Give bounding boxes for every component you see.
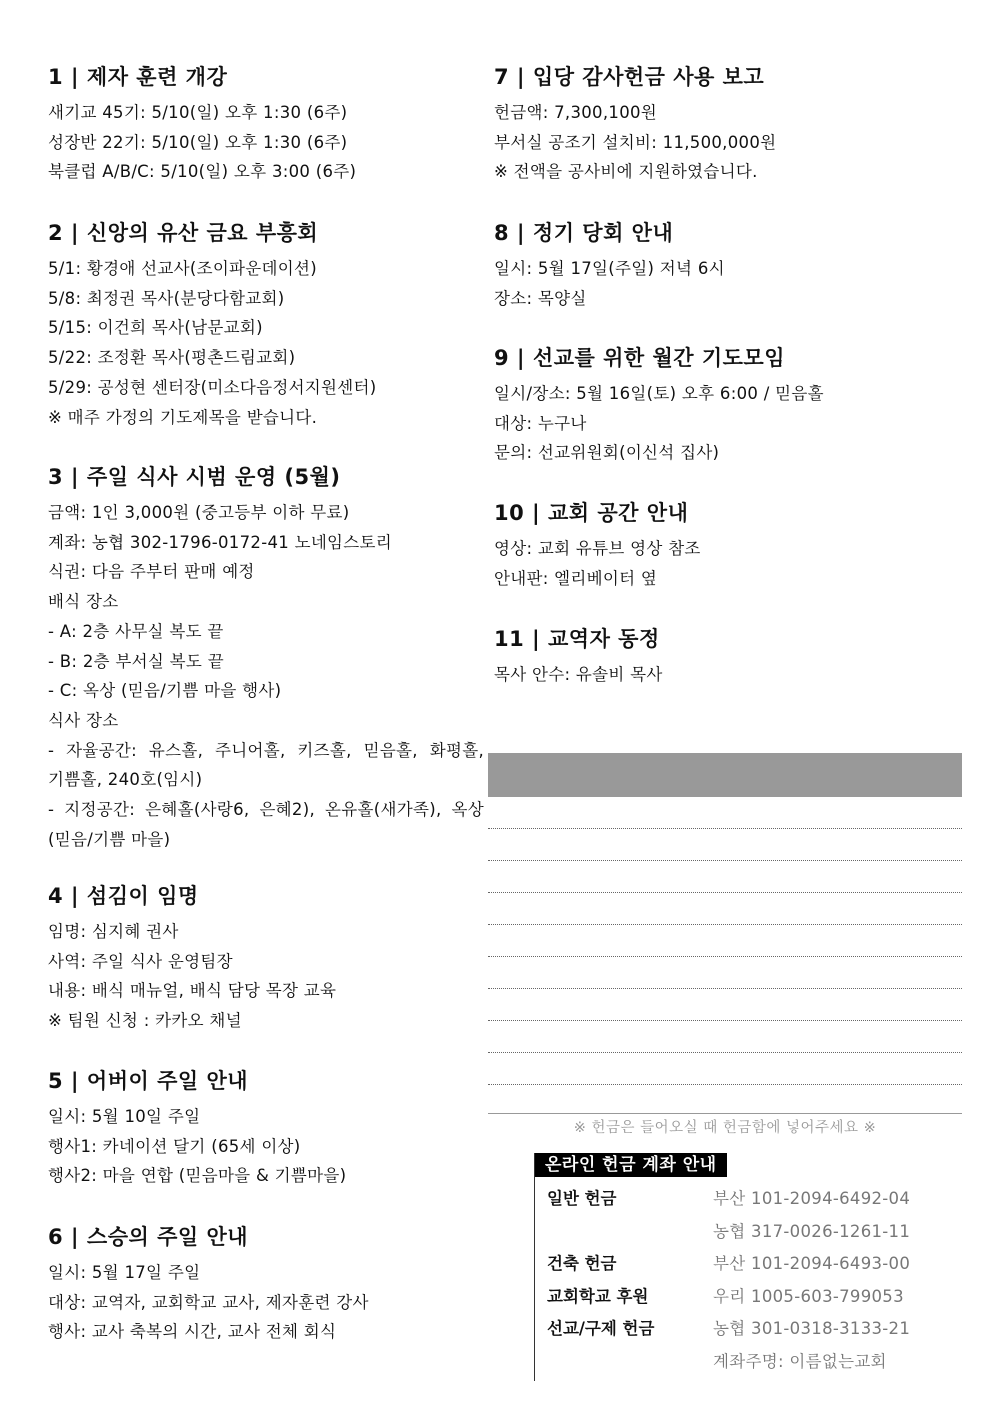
account-row [535, 1183, 965, 1216]
memo-line [488, 925, 962, 957]
section-line: 행사2: 마을 연합 (믿음마을 & 기쁨마을) [48, 1166, 347, 1186]
memo-line [488, 1021, 962, 1053]
section-line: 일시: 5월 10일 주일 [48, 1107, 201, 1126]
section-line: 부서실 공조기 설치비: 11,500,000원 [494, 132, 777, 152]
section-line: 5/29: 공성현 센터장(미소다음정서지원센터) [48, 377, 377, 397]
section-mission-prayer [494, 343, 962, 468]
section-heading: 6 | 스승의 주일 안내 [48, 1225, 249, 1249]
section-line: 행사: 교사 축복의 시간, 교사 전체 회식 [48, 1322, 337, 1342]
section-line: ※ 매주 가정의 기도제목을 받습니다. [48, 407, 318, 427]
section-line: 5/15: 이건희 목사(남문교회) [48, 318, 263, 338]
section-heading: 7 | 입당 감사헌금 사용 보고 [494, 65, 765, 89]
section-line: 식권: 다음 주부터 판매 예정 [48, 562, 255, 582]
section-line: 대상: 교역자, 교회학교 교사, 제자훈련 강사 [48, 1292, 369, 1312]
section-discipleship [48, 62, 484, 187]
section-line: 영상: 교회 유튜브 영상 참조 [494, 539, 701, 558]
memo-line [488, 797, 962, 829]
section-line: 계좌: 농협 302-1796-0172-41 노네임스토리 [48, 532, 393, 552]
account-number: 농협 301-0318-3133-21 [713, 1319, 911, 1338]
section-line: 5/8: 최정권 목사(분당다함교회) [48, 288, 285, 308]
section-heading: 8 | 정기 당회 안내 [494, 221, 674, 245]
section-line: 5/22: 조정환 목사(평촌드림교회) [48, 348, 296, 368]
section-line: 목사 안수: 유솔비 목사 [494, 665, 663, 684]
account-label: 선교/구제 헌금 [547, 1319, 655, 1338]
section-line: 문의: 선교위원회(이신석 집사) [494, 443, 720, 463]
account-number: 농협 317-0026-1261-11 [713, 1221, 911, 1241]
account-row [535, 1346, 965, 1379]
section-line: 대상: 누구나 [494, 413, 587, 433]
section-line: 배식 장소 [48, 592, 119, 612]
memo-line [488, 989, 962, 1021]
section-heading: 3 | 주일 식사 시범 운영 (5월) [48, 465, 341, 489]
section-sunday-meal [48, 462, 484, 854]
section-line: 장소: 목양실 [494, 288, 587, 308]
memo-line [488, 957, 962, 989]
section-heading: 4 | 섬김이 임명 [48, 884, 199, 908]
section-line: - 지정공간: 은혜홀(사랑6, 은혜2), 온유홀(새가족), 옥상(믿음/기쁨 마을) [48, 800, 484, 849]
account-row [535, 1281, 965, 1314]
section-line: 새기교 45기: 5/10(일) 오후 1:30 (6주) [48, 103, 348, 122]
memo-line [488, 893, 962, 925]
section-heading: 9 | 선교를 위한 월간 기도모임 [494, 346, 785, 370]
section-parents-sunday [48, 1066, 484, 1191]
section-church-space [494, 498, 962, 593]
section-heading: 1 | 제자 훈련 개강 [48, 65, 228, 89]
section-teachers-sunday [48, 1222, 484, 1347]
memo-line [488, 861, 962, 893]
section-line: ※ 팀원 신청 : 카카오 채널 [48, 1011, 242, 1031]
section-line: 안내판: 엘리베이터 옆 [494, 568, 658, 588]
section-heading: 10 | 교회 공간 안내 [494, 501, 689, 525]
account-row [535, 1216, 965, 1249]
section-session-meeting [494, 218, 962, 313]
memo-line [488, 829, 962, 861]
section-line: 식사 장소 [48, 710, 119, 730]
section-line: 금액: 1인 3,000원 (중고등부 이하 무료) [48, 503, 350, 522]
memo-area [488, 753, 962, 1137]
section-line: 내용: 배식 매뉴얼, 배식 담당 목장 교육 [48, 981, 337, 1001]
account-label: 건축 헌금 [547, 1254, 617, 1273]
account-number: 우리 1005-603-799053 [713, 1286, 904, 1306]
memo-line [488, 1053, 962, 1085]
section-line: 일시/장소: 5월 16일(토) 오후 6:00 / 믿음홀 [494, 384, 824, 403]
section-line: 헌금액: 7,300,100원 [494, 103, 658, 122]
section-heading: 2 | 신앙의 유산 금요 부흥회 [48, 221, 319, 245]
section-line: ※ 전액을 공사비에 지원하였습니다. [494, 162, 758, 182]
account-row [535, 1248, 965, 1281]
section-heading: 5 | 어버이 주일 안내 [48, 1069, 249, 1093]
section-line: - B: 2층 부서실 복도 끝 [48, 651, 224, 671]
section-line: 일시: 5월 17일 주일 [48, 1263, 201, 1282]
account-holder: 계좌주명: 이름없는교회 [713, 1351, 887, 1371]
section-line: 행사1: 카네이션 달기 (65세 이상) [48, 1136, 301, 1156]
online-offering-accounts [534, 1153, 965, 1381]
section-line: - C: 옥상 (믿음/기쁨 마을 행사) [48, 681, 282, 701]
section-offering-report [494, 62, 962, 187]
section-line: 사역: 주일 식사 운영팀장 [48, 951, 233, 971]
account-label: 교회학교 후원 [547, 1286, 649, 1306]
section-line: 5/1: 황경애 선교사(조이파운데이션) [48, 259, 317, 278]
section-revival [48, 218, 484, 432]
section-line: - 자율공간: 유스홀, 주니어홀, 키즈홀, 믿음홀, 화평홀, 기쁨홀, 240호(임시) [48, 740, 484, 790]
section-servant-appointment [48, 881, 484, 1036]
account-row [535, 1313, 965, 1346]
section-line: 성장반 22기: 5/10(일) 오후 1:30 (6주) [48, 132, 348, 152]
section-line: 북클럽 A/B/C: 5/10(일) 오후 3:00 (6주) [48, 162, 357, 182]
section-pastor-news [494, 624, 962, 690]
section-line: 일시: 5월 17일(주일) 저녁 6시 [494, 259, 725, 278]
section-line: - A: 2층 사무실 복도 끝 [48, 621, 224, 641]
account-label: 일반 헌금 [547, 1189, 617, 1208]
memo-header-bar [488, 753, 962, 797]
offering-note: ※ 헌금은 들어오실 때 헌금함에 넣어주세요 ※ [573, 1120, 877, 1136]
account-title: 온라인 헌금 계좌 안내 [535, 1153, 727, 1177]
section-heading: 11 | 교역자 동정 [494, 627, 660, 651]
account-number: 부산 101-2094-6492-04 [713, 1189, 911, 1208]
memo-divider [488, 1113, 962, 1114]
section-line: 임명: 심지혜 권사 [48, 922, 179, 941]
account-number: 부산 101-2094-6493-00 [713, 1254, 911, 1273]
